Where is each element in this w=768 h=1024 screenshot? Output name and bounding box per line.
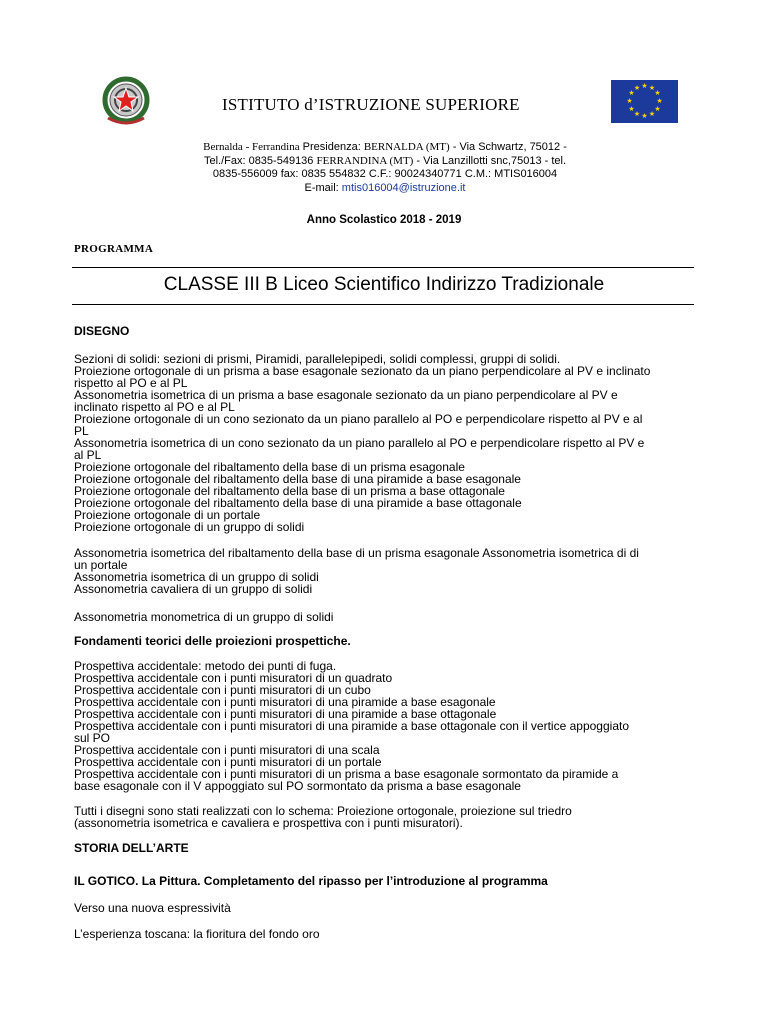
text-line: Prospettiva accidentale con i punti misuratori di un prisma a base esagonale sormontato da piramide a: [74, 767, 619, 781]
divider-bottom: [72, 304, 694, 305]
school-year: Anno Scolastico 2018 - 2019: [306, 214, 462, 226]
text-line: Assonometria isometrica di un prisma a base esagonale sezionato da un piano perpendicolare al PV e: [74, 388, 618, 402]
divider-top: [72, 267, 694, 268]
eu-flag-icon: [611, 80, 678, 123]
text-line: PL: [74, 424, 89, 438]
programma-label: PROGRAMMA: [74, 243, 154, 255]
contact-line-2: Tel./Fax: 0835-549136 FERRANDINA (MT) - Via Lanzillotti snc,75013 - tel.: [203, 154, 567, 167]
contact-block: [140, 141, 630, 195]
contact-line-4: E-mail: mtis016004@istruzione.it: [304, 181, 466, 194]
text-line: Proiezione ortogonale del ribaltamento della base di una piramide a base ottagonale: [74, 496, 522, 510]
text-line: Assonometria isometrica di un gruppo di solidi: [74, 570, 319, 584]
text-line: Prospettiva accidentale: metodo dei punti di fuga.: [74, 659, 337, 673]
svg-text:★: ★: [654, 105, 661, 113]
text-line: Proiezione ortogonale del ribaltamento della base di un prisma a base ottagonale: [74, 484, 505, 498]
disegno-list-1: [74, 353, 696, 533]
svg-text:★: ★: [656, 97, 663, 105]
text-line: base esagonale con il V appoggiato sul PO sormontato da prisma a base esagonale: [74, 779, 521, 793]
storia-line-1: Verso una nuova espressività: [74, 901, 231, 915]
text-line: sul PO: [74, 731, 111, 745]
svg-text:★: ★: [633, 110, 641, 118]
text-line: Assonometria cavaliera di un gruppo di solidi: [74, 582, 313, 596]
text-line: Sezioni di solidi: sezioni di prismi, Piramidi, parallelepipedi, solidi complessi, gruppi di solidi.: [74, 352, 561, 366]
contact-line-1: Bernalda - Ferrandina Presidenza: BERNALDA (MT) - Via Schwartz, 75012 -: [203, 141, 567, 153]
svg-text:★: ★: [648, 110, 656, 118]
text-line: Proiezione ortogonale di un cono sezionato da un piano parallelo al PO e perpendicolare rispetto al PV e al: [74, 412, 643, 426]
email-link[interactable]: mtis016004@istruzione.it: [341, 181, 466, 194]
text-line: al PL: [74, 448, 102, 462]
svg-text:★: ★: [626, 97, 633, 105]
program-content: [74, 324, 696, 940]
text-line: Prospettiva accidentale con i punti misuratori di una scala: [74, 743, 380, 757]
storia-heading: STORIA DELL’ARTE: [74, 841, 189, 855]
text-line: Proiezione ortogonale del ribaltamento della base di un prisma esagonale: [74, 460, 465, 474]
text-line: Prospettiva accidentale con i punti misuratori di un quadrato: [74, 671, 393, 685]
text-line: Prospettiva accidentale con i punti misuratori di un cubo: [74, 683, 371, 697]
text-line: Proiezione ortogonale del ribaltamento della base di una piramide a base esagonale: [74, 472, 521, 486]
text-line: Tutti i disegni sono stati realizzati con lo schema: Proiezione ortogonale, proiezione sul triedro: [74, 804, 572, 818]
gotico-heading: IL GOTICO. La Pittura. Completamento del ripasso per l’introduzione al programma: [74, 874, 548, 888]
text-line: Proiezione ortogonale di un portale: [74, 508, 261, 522]
institute-title: ISTITUTO d’ISTRUZIONE SUPERIORE: [222, 95, 520, 114]
text-line: Prospettiva accidentale con i punti misuratori di una piramide a base esagonale: [74, 695, 496, 709]
svg-text:★: ★: [641, 82, 648, 90]
svg-text:★: ★: [641, 112, 648, 120]
text-line: Prospettiva accidentale con i punti misuratori di un portale: [74, 755, 382, 769]
svg-text:★: ★: [628, 89, 635, 97]
text-line: un portale: [74, 558, 128, 572]
prospettive-list: [74, 660, 696, 792]
class-title: CLASSE III B Liceo Scientifico Indirizzo Tradizionale: [163, 274, 605, 295]
prospettive-heading: Fondamenti teorici delle proiezioni prospettiche.: [74, 634, 351, 648]
text-line: Prospettiva accidentale con i punti misuratori di una piramide a base ottagonale: [74, 707, 497, 721]
text-line: (assonometria isometrica e cavaliera e prospettiva con i punti misuratori).: [74, 816, 463, 830]
disegno-list-2: [74, 547, 696, 595]
text-line: Proiezione ortogonale di un gruppo di solidi: [74, 520, 305, 534]
svg-text:★: ★: [654, 89, 661, 97]
text-line: Prospettiva accidentale con i punti misuratori di una piramide a base ottagonale con il vertice appoggiato: [74, 719, 629, 733]
text-line: Assonometria isometrica di un cono sezionato da un piano parallelo al PO e perpendicolare rispetto al PV e: [74, 436, 645, 450]
italian-emblem-icon: [100, 74, 152, 128]
disegno-monometrica: Assonometria monometrica di un gruppo di solidi: [74, 610, 334, 624]
schema-text: [74, 805, 696, 829]
svg-text:★: ★: [633, 84, 641, 92]
svg-text:★: ★: [648, 84, 656, 92]
text-line: rispetto al PO e al PL: [74, 376, 188, 390]
storia-line-2: L’esperienza toscana: la fioritura del fondo oro: [74, 927, 320, 941]
text-line: Proiezione ortogonale di un prisma a base esagonale sezionato da un piano perpendicolare al PV e inclinato: [74, 364, 651, 378]
contact-line-3: 0835-556009 fax: 0835 554832 C.F.: 90024340771 C.M.: MTIS016004: [212, 168, 558, 180]
svg-text:★: ★: [628, 105, 635, 113]
disegno-heading: DISEGNO: [74, 324, 130, 338]
text-line: inclinato rispetto al PO e al PL: [74, 400, 235, 414]
text-line: Assonometria isometrica del ribaltamento della base di un prisma esagonale Assonometria isometrica di di: [74, 546, 639, 560]
